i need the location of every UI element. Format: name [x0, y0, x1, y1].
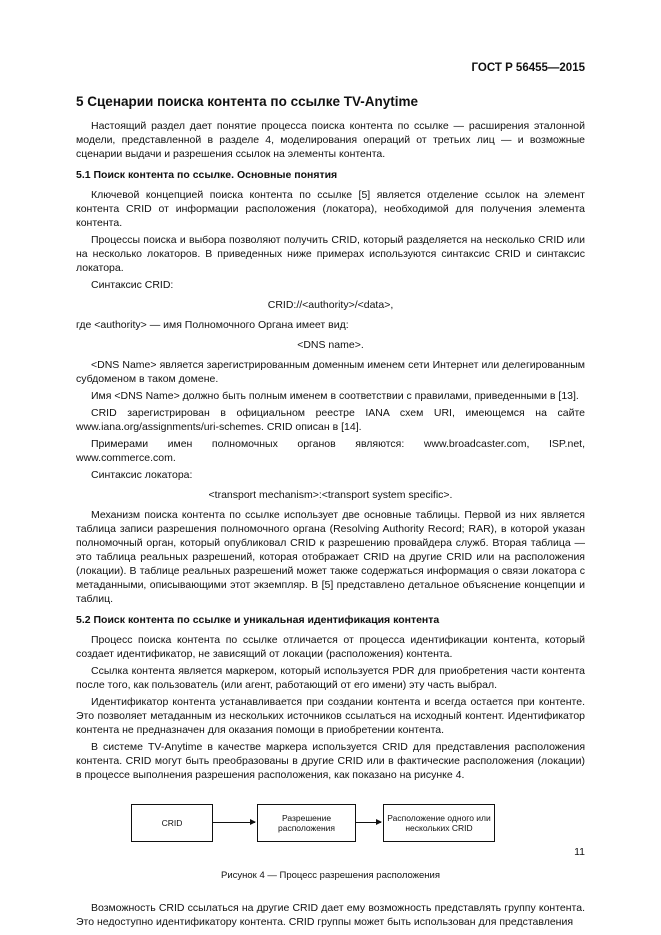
paragraph: Процессы поиска и выбора позволяют получить CRID, который разделяется на несколько CRID или на несколько локаторов. В приведенных ниже примерах используются синтаксис CRID и синтаксис локатора. [76, 234, 585, 274]
figure-4-caption: Рисунок 4 — Процесс разрешения расположения [220, 870, 440, 881]
paragraph: Имя <DNS Name> должно быть полным именем в соответствии с правилами, приведенными в [13]. [91, 390, 579, 402]
paragraph: Ключевой концепцией поиска контента по ссылке [5] является отделение ссылок на элемент контента CRID от информации расположения (локатора), необходимой для получения элемента контента. [76, 189, 585, 229]
crid-box-label: CRID [161, 818, 183, 828]
resolution-box-label: Разрешение расположения [278, 813, 335, 833]
section-5-1-title: 5.1 Поиск контента по ссылке. Основные понятия [76, 169, 338, 181]
paragraph: Возможность CRID ссылаться на другие CRID дает ему возможность представлять группу контента. Это недоступно идентификатору контента. CRID группы может быть использован для представления [76, 902, 585, 928]
paragraph: где <authority> — имя Полномочного Органа имеет вид: [76, 319, 349, 331]
location-box-label: Расположение одного или нескольких CRID [387, 813, 491, 833]
section-5-intro: Настоящий раздел дает понятие процесса поиска контента по ссылке — расширения эталонной модели, представленной в разделе 4, моделирования операций от третьих лиц — и возможные сценарии выдачи и разрешения ссылок на элементы контента. [76, 120, 585, 160]
page-number: 11 [574, 846, 585, 858]
section-5-title: 5 Сценарии поиска контента по ссылке TV-Anytime [76, 94, 418, 109]
resolution-box [257, 804, 356, 842]
paragraph: CRID зарегистрирован в официальном реестре IANA схем URI, имеющемся на сайте www.iana.org/assignments/uri-schemes. CRID описан в [14]. [76, 407, 585, 433]
dns-syntax: <DNS name>. [297, 339, 364, 351]
paragraph: Ссылка контента является маркером, который используется PDR для приобретения части контента после того, как пользователь (или агент, работающий от его имени) эту часть выбрал. [76, 665, 585, 691]
paragraph: Процесс поиска контента по ссылке отличается от процесса идентификации контента, который создает идентификатор, не зависящий от локации (расположения) контента. [76, 634, 585, 660]
paragraph: Механизм поиска контента по ссылке использует две основные таблицы. Первой из них является таблица записи разрешения полномочного органа (Resolving Authority Record; RAR), в которой указан полномочный орган, который опубликовал CRID к разрешению провайдера служб. Вторая таблица — это таблица реальных разрешений, которая отображает CRID на другие CRID или на расположения (локации). В таблице реальных разрешений может также содержаться информация о связи локатора с метаданными, описывающими этот экземпляр. В [5] представлено детальное объяснение концепции и таблиц. [76, 509, 585, 605]
paragraph: В системе TV-Anytime в качестве маркера используется CRID для представления расположения контента. CRID могут быть преобразованы в другие CRID или в фактические расположения (локации) в процессе выполнения разрешения расположения, как показано на рисунке 4. [76, 741, 585, 781]
crid-syntax: CRID://<authority>/<data>, [267, 299, 394, 311]
figure-4-diagram [76, 790, 585, 856]
document-body [76, 94, 585, 932]
paragraph: Синтаксис локатора: [91, 469, 193, 481]
paragraph: Синтаксис CRID: [91, 279, 174, 291]
paragraph: Идентификатор контента устанавливается при создании контента и всегда остается при контенте. Это позволяет метаданным из нескольких источников ссылаться на исходный контент. Идентификатор контента не предназначен для оказания помощи в приобретении контента. [76, 696, 585, 736]
standard-number: ГОСТ Р 56455—2015 [471, 62, 585, 74]
location-box [383, 804, 495, 842]
crid-box [131, 804, 213, 842]
arrow-2 [356, 822, 381, 823]
paragraph: Примерами имен полномочных органов являются: www.broadcaster.com, ISP.net, www.commerce.com. [76, 438, 585, 464]
locator-syntax: <transport mechanism>:<transport system specific>. [208, 489, 453, 501]
paragraph: <DNS Name> является зарегистрированным доменным именем сети Интернет или делегированным субдоменом в таком домене. [76, 359, 585, 385]
arrow-1 [213, 822, 255, 823]
section-5-2-title: 5.2 Поиск контента по ссылке и уникальная идентификация контента [76, 614, 440, 626]
